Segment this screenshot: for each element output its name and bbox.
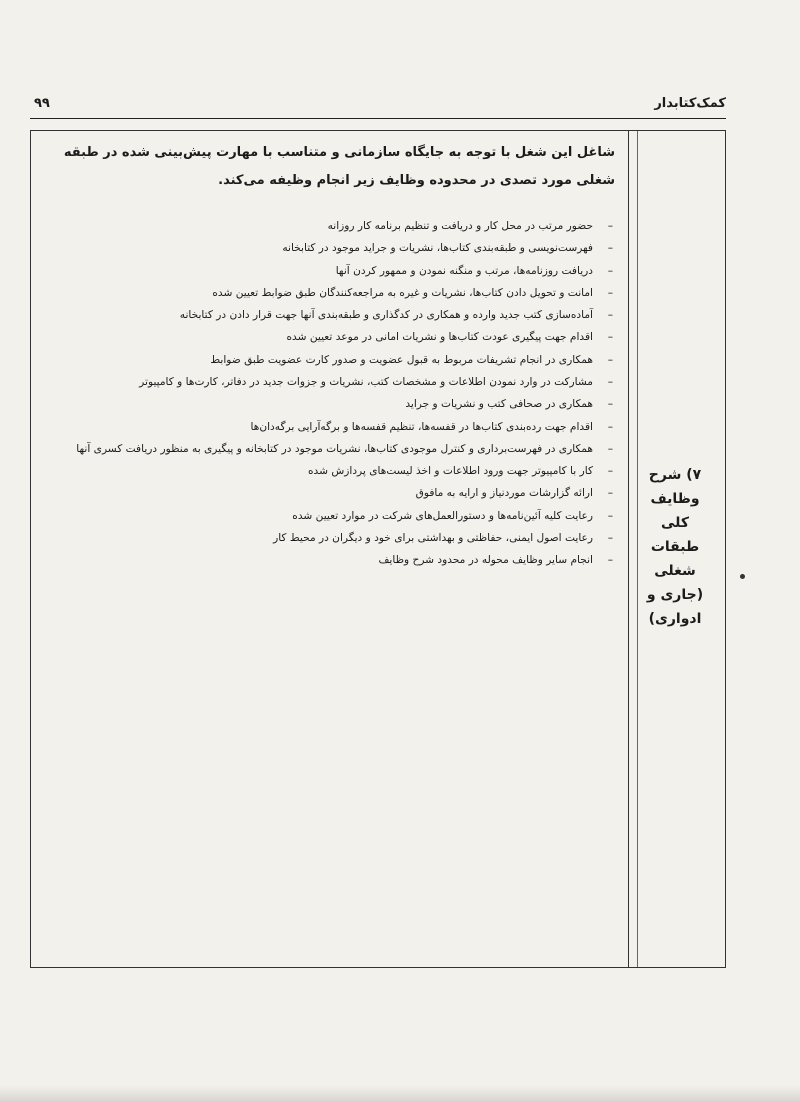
dash-bullet: – — [607, 531, 613, 544]
dash-bullet: – — [607, 398, 613, 411]
list-item — [53, 326, 613, 348]
list-item — [53, 549, 613, 571]
dash-bullet: – — [607, 309, 613, 322]
page-speck — [740, 574, 745, 579]
list-item — [53, 349, 613, 371]
section-label-cell — [628, 131, 725, 967]
duty-text: همکاری در صحافی کتب و نشریات و جراید — [405, 398, 593, 411]
dash-bullet: – — [607, 220, 613, 232]
duty-text: ارائه گزارشات موردنیاز و ارایه به مافوق — [415, 487, 593, 500]
duty-text: مشارکت در وارد نمودن اطلاعات و مشخصات کتب، نشریات و جزوات جدید در دفاتر، کارت‌ها و کامپیوتر — [139, 376, 593, 389]
dash-bullet: – — [607, 509, 613, 522]
list-item — [53, 304, 613, 326]
dash-bullet: – — [607, 331, 613, 344]
list-item — [53, 505, 613, 527]
section-intro: شاغل این شغل با توجه به جایگاه سازمانی و متناسب با مهارت پیش‌بینی شده در طبقه شغلی مورد تصدی در محدوده وظایف زیر انجام وظیفه می‌کند. — [63, 145, 615, 188]
list-item — [53, 282, 613, 304]
duty-text: فهرست‌نویسی و طبقه‌بندی کتاب‌ها، نشریات و جراید موجود در کتابخانه — [282, 242, 593, 255]
duty-text: آماده‌سازی کتب جدید وارده و همکاری در کدگذاری و طبقه‌بندی آنها جهت قرار دادن در کتابخانه — [179, 309, 593, 322]
scan-shadow — [0, 1085, 800, 1101]
list-item — [53, 215, 613, 237]
duty-text: رعایت کلیه آئین‌نامه‌ها و دستورالعمل‌های شرکت در موارد تعیین شده — [292, 509, 593, 522]
dash-bullet: – — [607, 554, 613, 567]
duty-text: دریافت روزنامه‌ها، مرتب و منگنه نمودن و ممهور کردن آنها — [335, 264, 593, 277]
list-item — [53, 460, 613, 482]
dash-bullet: – — [607, 286, 613, 299]
section-label: ۷) شرح وظایف کلی طبقات شغلی (جاری و ادواری) — [646, 467, 704, 627]
list-item — [53, 416, 613, 438]
duty-text: اقدام جهت پیگیری عودت کتاب‌ها و نشریات امانی در موعد تعیین شده — [286, 331, 593, 344]
dash-bullet: – — [607, 264, 613, 277]
header-title: کمک‌کتابدار — [654, 96, 726, 111]
list-item — [53, 527, 613, 549]
dash-bullet: – — [607, 376, 613, 389]
list-item — [53, 237, 613, 259]
duty-text: رعایت اصول ایمنی، حفاظتی و بهداشتی برای خود و دیگران در محیط کار — [273, 531, 593, 544]
duty-text: امانت و تحویل دادن کتاب‌ها، نشریات و غیره به مراجعه‌کنندگان طبق ضوابط تعیین شده — [212, 286, 593, 299]
page-number: ۹۹ — [34, 96, 50, 111]
dash-bullet: – — [607, 442, 613, 455]
dash-bullet: – — [607, 420, 613, 433]
list-item — [53, 438, 613, 460]
list-item — [53, 371, 613, 393]
duty-list — [53, 215, 613, 571]
page-header — [30, 92, 726, 119]
duty-text: حضور مرتب در محل کار و دریافت و تنظیم برنامه کار روزانه — [327, 220, 593, 232]
duty-text: کار با کامپیوتر جهت ورود اطلاعات و اخذ لیست‌های پردازش شده — [307, 464, 593, 477]
duty-text: همکاری در انجام تشریفات مربوط به قبول عضویت و صدور کارت عضویت طبق ضوابط — [210, 353, 593, 366]
dash-bullet: – — [607, 242, 613, 255]
dash-bullet: – — [607, 487, 613, 500]
duty-text: همکاری در فهرست‌برداری و کنترل موجودی کتاب‌ها، نشریات موجود در کتابخانه و پیگیری به منظور دریافت کسری آنها — [76, 442, 593, 455]
list-item — [53, 260, 613, 282]
job-description-table — [30, 130, 726, 968]
list-item — [53, 482, 613, 504]
column-divider — [637, 131, 638, 967]
dash-bullet: – — [607, 464, 613, 477]
duties-cell — [31, 131, 629, 967]
duty-text: انجام سایر وظایف محوله در محدود شرح وظایف — [378, 554, 593, 567]
list-item — [53, 393, 613, 415]
duty-text: اقدام جهت رده‌بندی کتاب‌ها در قفسه‌ها، تنظیم قفسه‌ها و برگه‌آرایی برگه‌دان‌ها — [250, 420, 593, 433]
dash-bullet: – — [607, 353, 613, 366]
